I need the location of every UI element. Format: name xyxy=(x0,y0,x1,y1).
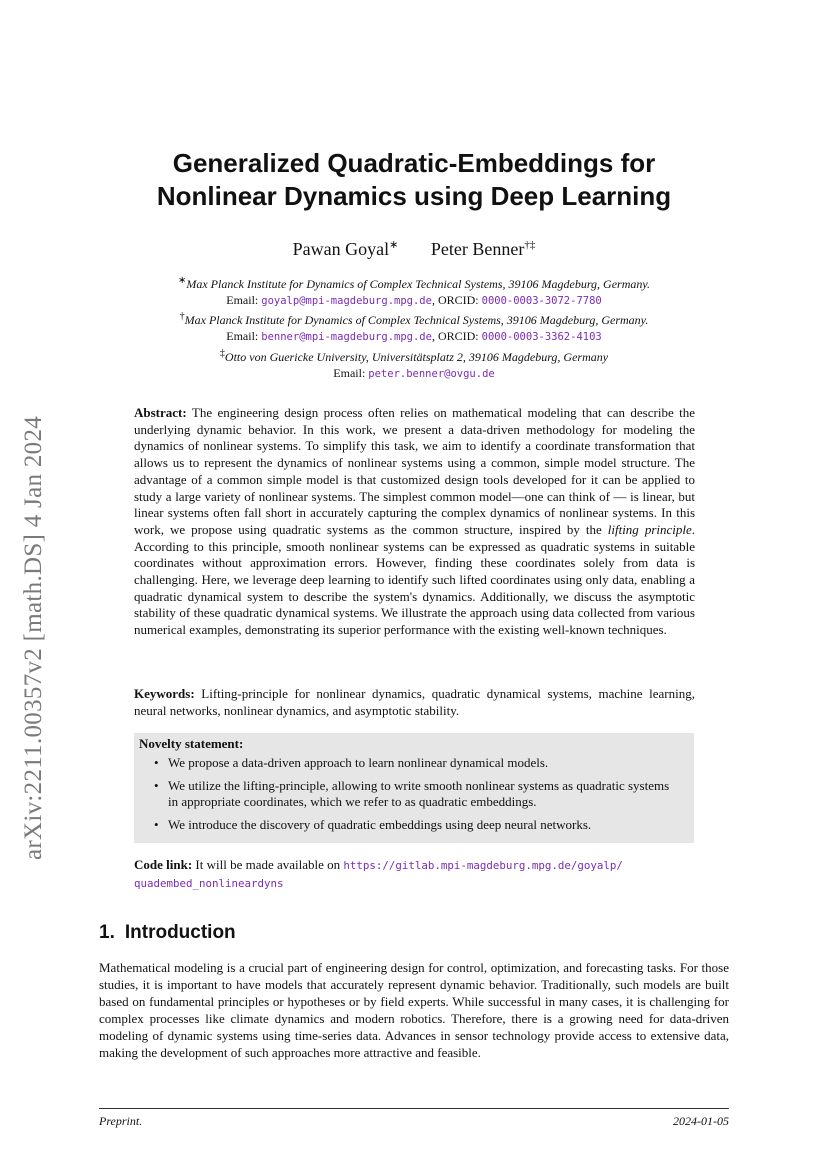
affiliation-1: ∗Max Planck Institute for Dynamics of Complex Technical Systems, 39106 Magdeburg, Germany. xyxy=(177,275,651,291)
novelty-list xyxy=(154,755,674,839)
abstract: Abstract: The engineering design process often relies on mathematical modeling that can describe the underlying dynamic behavior. In this work, we present a data-driven methodology for modeling the dynamics of nonlinear systems. To simplify this task, we aim to identify a coordinate transformation that allows us to represent the dynamics of nonlinear systems using a common, simple model structure. The advantage of a common simple model is that customized design tools developed for it can be applied to study a large variety of nonlinear systems. The simplest common model—one can think of — is linear, but linear systems often fall short in accurately capturing the complex dynamics of nonlinear systems. In this work, we propose using quadratic systems as the common structure, inspired by the lifting principle. According to this principle, smooth nonlinear systems can be expressed as quadratic systems in suitable coordinates without approximation errors. However, finding these coordinates solely from data is challenging. Here, we leverage deep learning to identify such lifted coordinates using only data, enabling a quadratic dynamical system to describe the system's dynamics. Additionally, we discuss the asymptotic stability of these quadratic dynamical systems. We illustrate the approach using data collected from various numerical examples, demonstrating its superior performance with the existing well-known techniques. xyxy=(134,405,695,638)
footer-date: 2024-01-05 xyxy=(673,1114,729,1128)
keywords: Keywords: Lifting-principle for nonlinear dynamics, quadratic dynamical systems, machine learning, neural networks, nonlinear dynamics, and asymptotic stability. xyxy=(134,686,695,718)
bullet-icon: • xyxy=(154,816,159,832)
footer-divider xyxy=(99,1108,729,1109)
introduction-paragraph: Mathematical modeling is a crucial part of engineering design for control, optimization, and forecasting tasks. For those studies, it is important to have models that accurately represent dynamic behavior. Traditionally, such models are built based on fundamental principles or hypotheses or by field experts. While successful in many cases, it is challenging for complex processes like climate dynamics and modern robotics. Therefore, there is a growing need for data-driven modeling of dynamic systems using time-series data. Advances in sensor technology provide access to extensive data, making the development of such approaches more attractive and feasible. xyxy=(99,960,729,1061)
novelty-statement-box xyxy=(134,733,694,843)
affiliations xyxy=(99,273,729,382)
novelty-item: • We utilize the lifting-principle, allowing to write smooth nonlinear systems as quadratic systems in appropriate coordinates, which we refer to as quadratic embeddings. xyxy=(154,777,670,809)
email-link-goyal[interactable]: goyalp@mpi-magdeburg.mpg.de xyxy=(261,294,432,307)
bullet-icon: • xyxy=(154,777,159,793)
code-link: Code link: It will be made available on https://gitlab.mpi-magdeburg.mpg.de/goyalp/ quadembed_nonlineardyns xyxy=(134,857,623,890)
email-link-benner[interactable]: benner@mpi-magdeburg.mpg.de xyxy=(261,331,432,344)
title-line-2: Nonlinear Dynamics using Deep Learning xyxy=(156,181,672,211)
author-list xyxy=(99,238,729,260)
author-2-mark: †‡ xyxy=(524,239,536,251)
author-1: Pawan Goyal∗ xyxy=(292,239,399,259)
affiliation-1-contact: Email: goyalp@mpi-magdeburg.mpg.de, ORCID: 0000-0003-3072-7780 xyxy=(226,292,602,307)
affiliation-3: ‡Otto von Guericke University, Universitätsplatz 2, 39106 Magdeburg, Germany xyxy=(219,347,609,364)
affiliation-3-contact: Email: peter.benner@ovgu.de xyxy=(333,365,495,380)
affiliation-2-contact: Email: benner@mpi-magdeburg.mpg.de, ORCID: 0000-0003-3362-4103 xyxy=(226,329,602,344)
keywords-label: Keywords: xyxy=(134,686,195,701)
paper-title xyxy=(99,147,729,213)
author-1-mark: ∗ xyxy=(389,239,399,251)
code-link-label: Code link: xyxy=(134,857,193,872)
bullet-icon: • xyxy=(154,755,159,770)
title-line-1: Generalized Quadratic-Embeddings for xyxy=(172,148,656,178)
footer-preprint-label: Preprint. xyxy=(99,1114,143,1128)
email-link-benner-ovgu[interactable]: peter.benner@ovgu.de xyxy=(368,367,495,380)
abstract-label: Abstract: xyxy=(134,405,187,420)
orcid-link-benner[interactable]: 0000-0003-3362-4103 xyxy=(481,331,602,344)
arxiv-identifier: arXiv:2211.00357v2 [math.DS] 4 Jan 2024 xyxy=(20,415,47,860)
novelty-item: • We introduce the discovery of quadratic embeddings using deep neural networks. xyxy=(154,816,592,832)
affiliation-2: †Max Planck Institute for Dynamics of Complex Technical Systems, 39106 Magdeburg, Germany. xyxy=(179,311,649,328)
repository-url-link[interactable]: https://gitlab.mpi-magdeburg.mpg.de/goyalp/ quadembed_nonlineardyns xyxy=(134,859,623,890)
novelty-heading: Novelty statement: xyxy=(139,736,244,751)
orcid-link-goyal[interactable]: 0000-0003-3072-7780 xyxy=(481,294,602,307)
section-heading-introduction: 1. Introduction xyxy=(99,922,236,943)
author-2: Peter Benner†‡ xyxy=(430,239,536,259)
novelty-item: • We propose a data-driven approach to learn nonlinear dynamical models. xyxy=(154,755,549,770)
